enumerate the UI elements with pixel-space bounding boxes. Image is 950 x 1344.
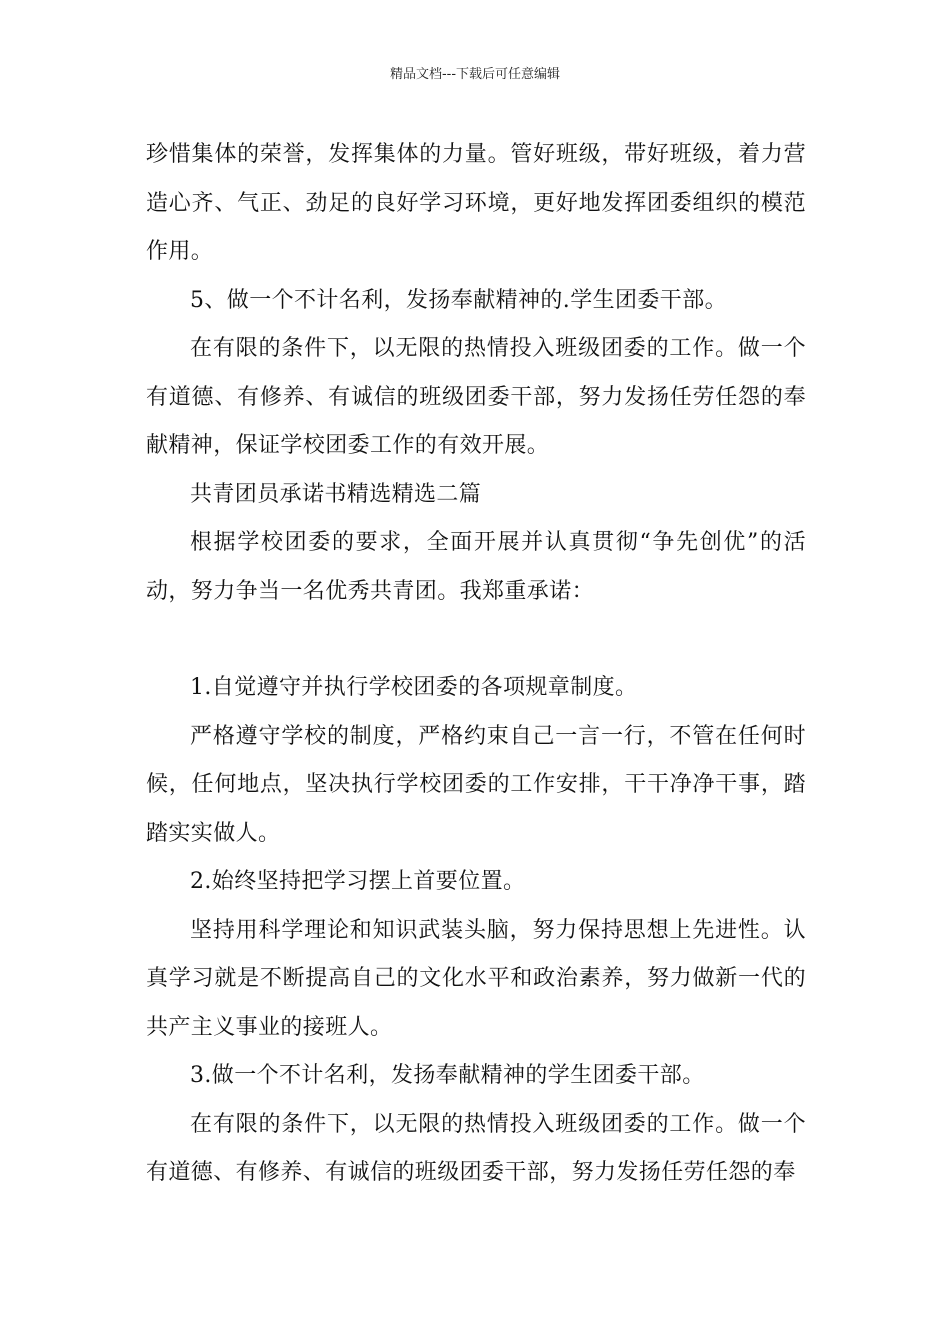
paragraph-intro: 根据学校团委的要求，全面开展并认真贯彻“争先创优”的活动，努力争当一名优秀共青团。我郑重承诺： (146, 530, 806, 604)
paragraph-item-1-body: 严格遵守学校的制度，严格约束自己一言一行，不管在任何时候，任何地点，坚决执行学校团委的工作安排，干干净净干事，踏踏实实做人。 (146, 723, 806, 846)
item-5-heading: 5、做一个不计名利，发扬奉献精神的.学生团委干部。 (190, 287, 727, 313)
item-3-heading: 3.做一个不计名利，发扬奉献精神的学生团委干部。 (190, 1063, 705, 1088)
section-title: 共青团员承诺书精选精选二篇 (190, 481, 482, 507)
paragraph-continuation: 珍惜集体的荣誉，发挥集体的力量。管好班级，带好班级，着力营造心齐、气正、劲足的良好学习环境，更好地发挥团委组织的模范作用。 (146, 142, 806, 264)
paragraph-item-2-body: 坚持用科学理论和知识武装头脑，努力保持思想上先进性。认真学习就是不断提高自己的文化水平和政治素养，努力做新一代的共产主义事业的接班人。 (146, 917, 806, 1040)
blank-line (146, 616, 806, 664)
page-header: 精品文档---下载后可任意编辑 (389, 67, 561, 82)
document-body (146, 131, 806, 1198)
item-2-heading: 2.始终坚持把学习摆上首要位置。 (190, 869, 526, 894)
item-1-heading: 1.自觉遵守并执行学校团委的各项规章制度。 (190, 675, 638, 700)
paragraph-item-5-body: 在有限的条件下，以无限的热情投入班级团委的工作。做一个有道德、有修养、有诚信的班级团委干部，努力发扬任劳任怨的奉献精神，保证学校团委工作的有效开展。 (146, 336, 806, 458)
paragraph-item-3-body: 在有限的条件下，以无限的热情投入班级团委的工作。做一个有道德、有修养、有诚信的班级团委干部，努力发扬任劳任怨的奉 (146, 1111, 806, 1185)
